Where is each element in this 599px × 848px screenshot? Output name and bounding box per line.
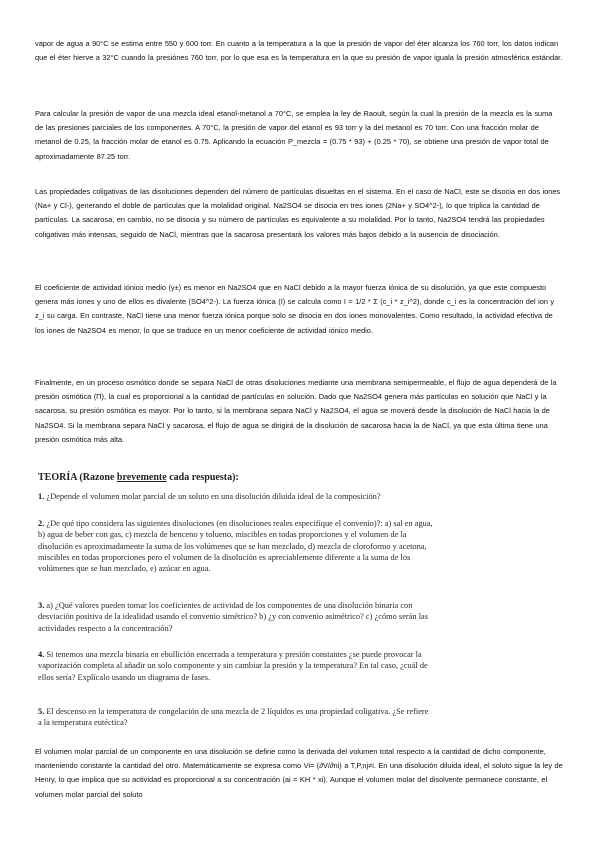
paragraph-osmotic-process: Finalmente, en un proceso osmótico donde se separa NaCl de otras disoluciones mediante una membrana semipermeable, el flujo de agua dependerá de la presión osmótica (Π), la cual es proporcional a la cantidad de partículas en solución. Dado que Na2SO4 genera más partículas en solución que NaCl y la sacarosa, su presión osmótica es mayor. Por lo tanto, si la membrana separa NaCl y Na2SO4, el agua se moverá desde la disolución de NaCl hacia la de Na2SO4. Si la membrana separa NaCl y sacarosa, el flujo de agua se dirigirá de la disolución de sacarosa hacia la de NaCl, ya que esta última tiene una presión osmótica más alta. <box>35 378 557 444</box>
question-text: Si tenemos una mezcla binaria en ebullición encerrada a temperatura y presión constantes ¿se puede provocar la vaporización completa al añadir un solo componente y sin cambiar la presión y la temperatura? En tal caso, ¿cuál de ellos sería? Explícalo usando un diagrama de fases. <box>38 650 428 682</box>
question-text: ¿De qué tipo considera las siguientes disoluciones (en disoluciones reales especifique el convenio)?: a) sal en agua, b) agua de beber con gas, c) mezcla de benceno y tolueno, miscibles en todas proporciones y el volumen de la disolución es aproximadamente la suma de los volúmenes que se han mezclado, d) mezcla de cloroformo y acetona, miscibles en todas proporciones pero el volumen de la disolución es apreciablemente diferente a la suma de los volúmenes que se han mezclado, e) azúcar en agua. <box>38 519 433 574</box>
theory-heading <box>38 472 239 483</box>
question-number: 3. <box>38 601 45 610</box>
theory-heading-underlined: brevemente <box>116 472 167 483</box>
paragraph-vapor-pressure-ether: vapor de agua a 90°C se estima entre 550 y 600 torr. En cuanto a la temperatura a la que la presión de vapor del éter alcanza los 760 torr, los datos indican que el éter hierve a 32°C cuando la presiónes 760 torr, por lo que esa es la temperatura en la que su presión de vapor iguala la presión atmosférica estándar. <box>35 39 563 63</box>
scanned-theory-questions-image <box>35 467 435 739</box>
question-number: 4. <box>38 650 45 659</box>
question-number: 5. <box>38 707 45 716</box>
question-number: 1. <box>38 492 45 501</box>
paragraph-partial-molar-volume: El volumen molar parcial de un componente en una disolución se define como la derivada del volumen total respecto a la cantidad de dicho componente, manteniendo constante la cantidad del otro. Matemáticamente se expresa como Vi= (∂V/∂ni) a T,P,nj≠i. En una disolución diluida ideal, el soluto sigue la ley de Henry, lo que implica que su actividad es proporcional a su concentración (ai = KH * xi). Aunque el volumen molar del disolvente permanece constante, el volumen molar parcial del soluto <box>35 747 563 799</box>
theory-heading-suffix: cada respuesta): <box>166 472 239 483</box>
theory-question-1 <box>38 491 433 502</box>
theory-question-4 <box>38 649 433 683</box>
question-text: a) ¿Qué valores pueden tomar los coeficientes de actividad de los componentes de una disolución binaria con desviación positiva de la idealidad usando el convenio simétrico? b) ¿y con convenio asimétrico? c) ¿cómo serán las actividades respecto a la concentración? <box>38 601 428 633</box>
question-text: ¿Depende el volumen molar parcial de un soluto en una disolución diluida ideal de la composición? <box>44 492 381 501</box>
paragraph-raoult-law: Para calcular la presión de vapor de una mezcla ideal etanol-metanol a 70°C, se emplea la ley de Raoult, según la cual la presión de la mezcla es la suma de las presiones parciales de los componentes. A 70°C, la presión de vapor del etanol es 93 torr y la del metanol es 70 torr. Con una fracción molar de metanol de 0.25, la fracción molar de etanol es 0.75. Aplicando la ecuación P_mezcla = (0.75 * 93) + (0.25 * 70), se obtiene una presión de vapor total de aproximadamente 87.25 torr. <box>35 109 553 161</box>
theory-question-3 <box>38 600 433 634</box>
paragraph-colligative-properties: Las propiedades coligativas de las disoluciones dependen del número de partículas disueltas en el sistema. En el caso de NaCl, este se disocia en dos iones (Na+ y Cl-), generando el doble de partículas que la molalidad original. Na2SO4 se disocia en tres iones (2Na+ y SO4^2-), lo que triplica la cantidad de partículas. La sacarosa, en cambio, no se disocia y su número de partículas es equivalente a su molalidad. Por lo tanto, Na2SO4 tendrá las propiedades coligativas más intensas, seguido de NaCl, mientras que la sacarosa presentará los valores más bajos debido a la ausencia de disociación. <box>35 187 561 239</box>
paragraph-activity-coefficient: El coeficiente de actividad iónico medio (γ±) es menor en Na2SO4 que en NaCl debido a la mayor fuerza iónica de su disolución, ya que este compuesto genera más iones y uno de ellos es divalente (SO4^2-). La fuerza iónica (I) se calcula como I = 1/2 * Σ (c_i * z_i^2), donde c_i es la concentración del ion y z_i su carga. En contraste, NaCl tiene una menor fuerza iónica porque solo se disocia en dos iones monovalentes. Como resultado, la actividad efectiva de los iones de Na2SO4 es menor, lo que se traduce en un menor coeficiente de actividad iónico medio. <box>35 283 555 335</box>
theory-question-5 <box>38 706 433 729</box>
question-text: El descenso en la temperatura de congelación de una mezcla de 2 líquidos es una propiedad coligativa. ¿Se refiere a la temperatura eutéctica? <box>38 707 429 728</box>
question-number: 2. <box>38 519 45 528</box>
theory-heading-prefix: TEORÍA (Razone <box>38 472 117 483</box>
theory-question-2 <box>38 518 433 574</box>
